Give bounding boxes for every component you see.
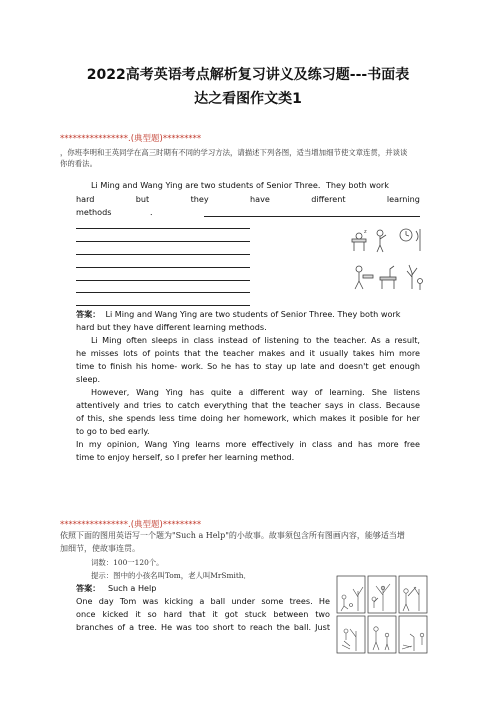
document-title-line1: 2022高考英语考点解析复习讲义及练习题---书面表 bbox=[86, 67, 410, 83]
document-title-line2: 达之看图作文类1 bbox=[194, 91, 302, 107]
task2-story-line: once kicked it so hard that it got stuck between two bbox=[76, 609, 330, 619]
task1-para3-line: to go to bed early. bbox=[76, 426, 150, 436]
task1-answer-line2: hard but they have different learning methods. bbox=[76, 322, 267, 332]
prompt-word: have bbox=[249, 194, 270, 204]
prompt-word: different bbox=[311, 194, 346, 204]
prompt-word: but bbox=[135, 194, 150, 204]
task1-para4-line: time to enjoy herself, so I prefer her learning method. bbox=[76, 452, 295, 462]
task1-para2-line: Li Ming often sleeps in class instead of listening to the teacher. As a result, bbox=[91, 335, 420, 345]
writing-blank-line bbox=[76, 228, 250, 229]
task2-answer-title-line bbox=[76, 582, 156, 595]
writing-blank-line bbox=[76, 280, 250, 281]
task2-instruction: 依照下面的图用英语写一个题为"Such a Help"的小故事。故事须包含所有图画内容，能够适当增加细节，使故事连贯。 bbox=[60, 531, 405, 553]
task1-para3-line: However, Wang Ying has quite a different way of learning. She listens bbox=[91, 387, 420, 397]
writing-blank-line bbox=[76, 241, 250, 242]
task1-instruction: ，你班李明和王英同学在高三时期有不同的学习方法，请描述下列各图，适当增加细节使文章连贯，并谈谈你的看法。 bbox=[60, 148, 408, 168]
such-a-help-comic bbox=[336, 575, 428, 655]
task2-story-line: One day Tom was kicking a ball under some trees. He bbox=[76, 596, 330, 606]
task1-para3-line: attentively and tries to catch everything that the teacher says in class. Because bbox=[76, 400, 420, 410]
task2-stars-heading: ****************.(典型题)********* bbox=[60, 520, 202, 530]
task1-para2-line: time to finish his home- work. So he has to stay up late and doesn't get enough bbox=[76, 361, 420, 371]
prompt-word: hard bbox=[76, 194, 95, 204]
task1-para3-line: of this, she spends less time doing her homework, which makes it posible for her bbox=[76, 413, 420, 423]
answer-label: 答案： bbox=[76, 309, 101, 319]
task2-hint: 提示：图中的小孩名叫Tom，老人叫MrSmith． bbox=[91, 571, 251, 580]
prompt-word: learning bbox=[386, 194, 420, 204]
writing-blank-line bbox=[76, 254, 250, 255]
writing-blank-line bbox=[76, 267, 250, 268]
task1-prompt-line1: Li Ming and Wang Ying are two students of Senior Three．They both work bbox=[91, 180, 389, 190]
answer-label: 答案： bbox=[76, 583, 101, 593]
answer-text: Li Ming and Wang Ying are two students of Senior Three. They both work bbox=[105, 309, 401, 319]
writing-blank-line bbox=[204, 216, 420, 217]
task2-story-line: branches of a tree. He was too short to reach the ball. Just bbox=[76, 622, 330, 632]
task1-para4-line: In my opinion, Wang Ying learns more effectively in class and has more free bbox=[76, 439, 420, 449]
writing-blank-line bbox=[76, 292, 250, 293]
task1-stars-heading: ****************.(典型题)********* bbox=[60, 134, 202, 144]
writing-blank-line bbox=[76, 305, 250, 306]
svg-text:z: z bbox=[364, 229, 367, 235]
prompt-word: they bbox=[190, 194, 209, 204]
task1-answer-line1 bbox=[76, 308, 400, 321]
task1-prompt-methods: methods bbox=[76, 207, 112, 217]
task1-para2-line: sleep. bbox=[76, 374, 101, 384]
task2-word-count: 词数：100一120个。 bbox=[91, 558, 164, 567]
study-habits-illustration bbox=[350, 227, 426, 295]
task1-prompt-dot: ． bbox=[150, 207, 159, 217]
task1-prompt-line2 bbox=[76, 193, 420, 206]
story-title: Such a Help bbox=[108, 583, 157, 593]
task1-para2-line: he misses lots of points that the teacher makes and it usually takes him more bbox=[76, 348, 420, 358]
